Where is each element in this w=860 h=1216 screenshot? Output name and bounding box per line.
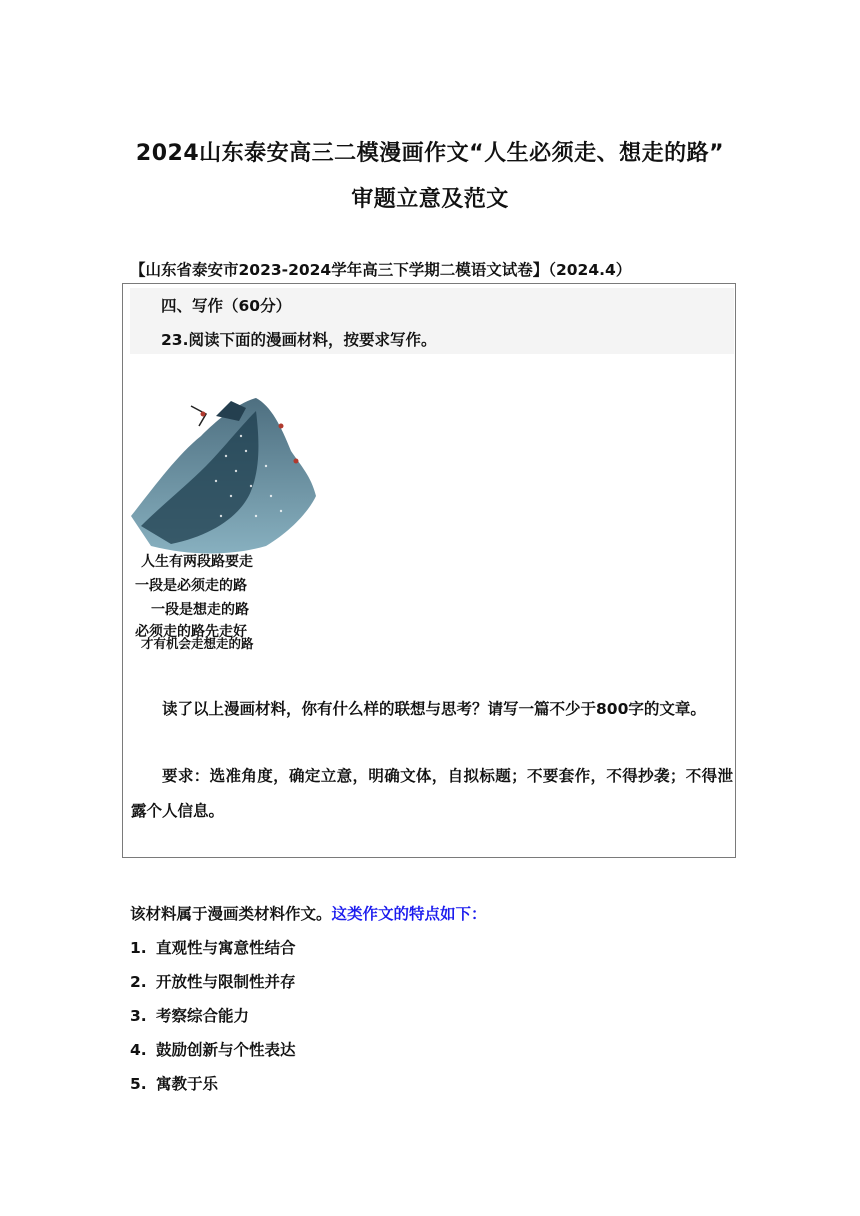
feature-number: 2. — [130, 973, 147, 991]
feature-number: 1. — [130, 939, 147, 957]
source-citation: 【山东省泰安市2023-2024学年高三下学期二模语文试卷】（2024.4） — [130, 261, 632, 279]
cartoon-image — [131, 396, 331, 651]
feature-item — [130, 970, 296, 992]
cartoon-line: 必须走的路先走好 — [135, 624, 247, 640]
feature-item — [130, 1004, 249, 1026]
feature-text: 直观性与寓意性结合 — [156, 939, 296, 957]
requirement-paragraph: 要求：选准角度，确定立意，明确文体，自拟标题；不要套作，不得抄袭；不得泄露个人信息。 — [131, 767, 733, 820]
feature-item — [130, 1038, 296, 1060]
cartoon-line: 人生有两段路要走 — [141, 554, 253, 570]
document-subtitle: 审题立意及范文 — [351, 187, 509, 212]
task-paragraph: 读了以上漫画材料，你有什么样的联想与思考？请写一篇不少于800字的文章。 — [162, 700, 706, 718]
feature-text: 开放性与限制性并存 — [156, 973, 296, 991]
feature-item — [130, 936, 296, 958]
document-title: 2024山东泰安高三二模漫画作文“人生必须走、想走的路” — [135, 141, 725, 166]
feature-text: 寓教于乐 — [156, 1075, 219, 1093]
analysis-text: 该材料属于漫画类材料作文。 — [130, 905, 332, 923]
mountain-illustration — [131, 396, 331, 651]
question-prompt: 23.阅读下面的漫画材料，按要求写作。 — [161, 331, 437, 349]
cartoon-line: 一段是想走的路 — [151, 602, 249, 618]
cartoon-caption — [135, 553, 254, 651]
question-box — [122, 283, 736, 858]
feature-item — [130, 1072, 218, 1094]
cartoon-line: 才有机会走想走的路 — [141, 636, 254, 651]
feature-text: 鼓励创新与个性表达 — [156, 1041, 296, 1059]
feature-number: 5. — [130, 1075, 147, 1093]
feature-text: 考察综合能力 — [156, 1007, 250, 1025]
analysis-intro — [130, 902, 487, 924]
analysis-highlight: 这类作文的特点如下： — [331, 905, 487, 923]
cartoon-line: 一段是必须走的路 — [135, 578, 247, 594]
section-heading: 四、写作（60分） — [161, 297, 292, 315]
feature-number: 3. — [130, 1007, 147, 1025]
feature-number: 4. — [130, 1041, 147, 1059]
